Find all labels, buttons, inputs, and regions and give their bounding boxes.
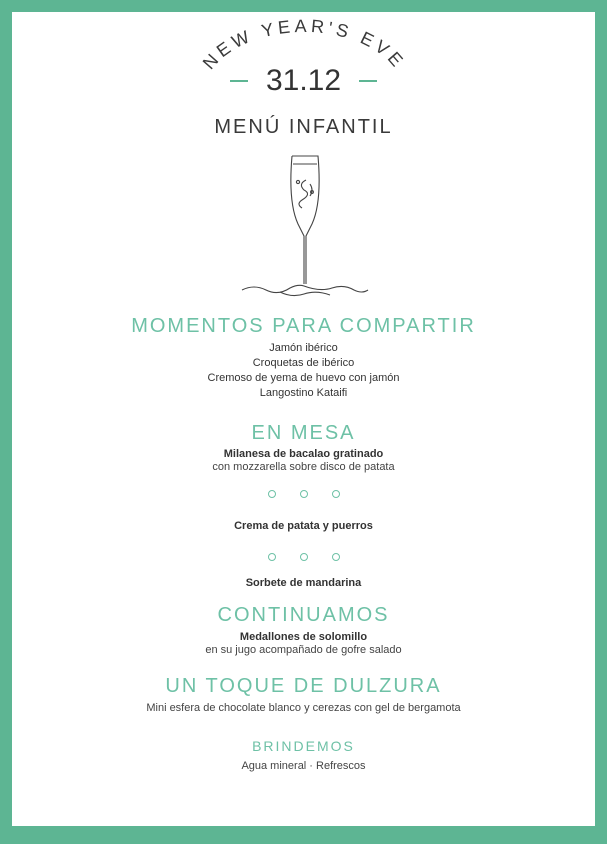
dish-name: Sorbete de mandarina [245,577,362,589]
separator-dot [332,490,340,498]
separator-dots-icon [12,490,595,498]
section-title-continuamos: CONTINUAMOS [217,604,390,626]
separator-dots-icon [12,553,595,561]
list-item: Croquetas de ibérico [252,357,355,369]
dish-name: Milanesa de bacalao gratinado [223,448,384,460]
drinks-list: Agua mineral · Refrescos [241,760,366,772]
section-title-momentos: MOMENTOS PARA COMPARTIR [131,315,476,337]
list-item: Cremoso de yema de huevo con jamón [207,372,400,384]
date-text: 31.12 [265,64,342,97]
separator-dot [300,490,308,498]
section-title-brindemos: BRINDEMOS [252,738,355,754]
list-item: Jamón ibérico [269,342,338,354]
list-item: Langostino Kataifi [259,387,348,399]
separator-dot [300,553,308,561]
dish-name: Medallones de solomillo [239,631,368,643]
date-row [12,64,595,98]
separator-dot [268,490,276,498]
dish-description: Mini esfera de chocolate blanco y cerezas con gel de bergamota [146,702,461,714]
dish-name: Crema de patata y puerros [234,520,373,532]
separator-dot [268,553,276,561]
dish-description: con mozzarella sobre disco de patata [212,461,395,473]
separator-dot [332,553,340,561]
date-dash-left [230,80,248,82]
menu-card [12,12,595,826]
dish-description: en su jugo acompañado de gofre salado [205,644,402,656]
arc-text-path: NEW YEAR'S EVE [198,15,410,74]
section-title-en-mesa: EN MESA [251,422,356,444]
section-title-dulzura: UN TOQUE DE DULZURA [165,675,442,697]
menu-title: MENÚ INFANTIL [214,116,393,138]
champagne-glass-icon [240,152,370,302]
date-dash-right [359,80,377,82]
